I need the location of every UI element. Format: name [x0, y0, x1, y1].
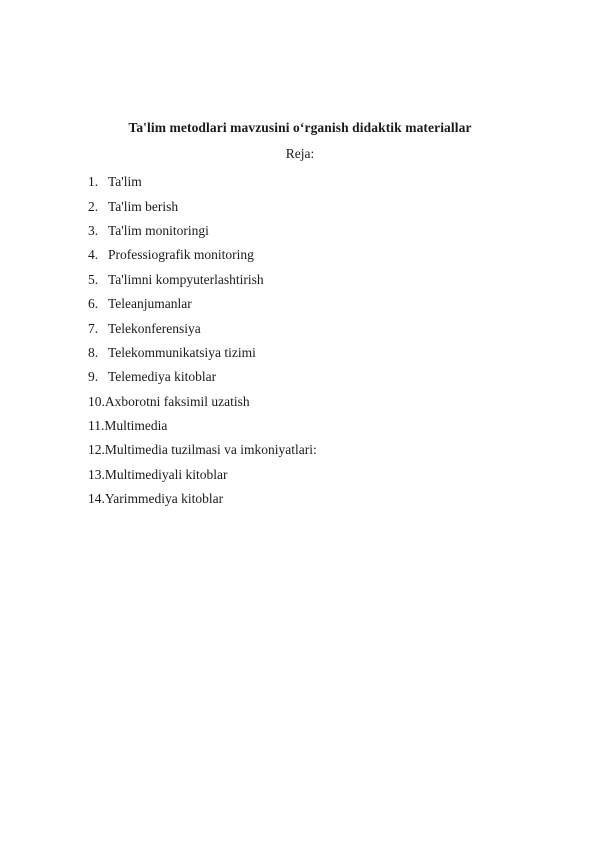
- list-item: [88, 268, 317, 292]
- list-item-number: 2.: [88, 198, 99, 214]
- list-item: [88, 438, 317, 462]
- list-item: [88, 463, 317, 487]
- document-title: Ta'lim metodlari mavzusini o‘rganish didaktik materiallar: [128, 120, 472, 135]
- list-item: [88, 243, 317, 267]
- list-item-number: 12.: [88, 442, 105, 458]
- list-item-text: Professiografik monitoring: [108, 247, 254, 263]
- list-item-text: Multimediyali kitoblar: [104, 466, 228, 482]
- list-item-number: 5.: [88, 271, 99, 287]
- list-item-text: Multimedia: [104, 418, 168, 434]
- list-item-number: 9.: [88, 369, 99, 385]
- plan-list: [88, 170, 317, 511]
- list-item-number: 14.: [88, 491, 105, 507]
- list-item-number: 3.: [88, 222, 99, 238]
- list-item: [88, 414, 317, 438]
- list-item-number: 6.: [88, 296, 99, 312]
- list-item-text: Telekonferensiya: [108, 320, 201, 336]
- list-item-text: Axborotni faksimil uzatish: [104, 393, 250, 409]
- plan-heading: Reja:: [285, 146, 315, 161]
- list-item-number: 7.: [88, 320, 99, 336]
- list-item-number: 13.: [88, 466, 105, 482]
- list-item: [88, 487, 317, 511]
- list-item: [88, 341, 317, 365]
- list-item-text: Teleanjumanlar: [108, 296, 192, 312]
- list-item: [88, 219, 317, 243]
- list-item-text: Telekommunikatsiya tizimi: [108, 344, 256, 360]
- list-item-text: Yarimmediya kitoblar: [104, 491, 224, 507]
- list-item: [88, 316, 317, 340]
- list-item-number: 4.: [88, 247, 99, 263]
- list-item: [88, 292, 317, 316]
- list-item-text: Ta'lim: [108, 174, 142, 190]
- list-item-text: Ta'limni kompyuterlashtirish: [108, 271, 264, 287]
- list-item: [88, 365, 317, 389]
- list-item-text: Multimedia tuzilmasi va imkoniyatlari:: [104, 442, 317, 458]
- list-item-number: 1.: [88, 174, 99, 190]
- list-item-text: Ta'lim monitoringi: [108, 222, 209, 238]
- list-item-number: 11.: [88, 418, 105, 434]
- list-item-number: 8.: [88, 344, 99, 360]
- list-item-text: Ta'lim berish: [108, 198, 179, 214]
- list-item: [88, 194, 317, 218]
- list-item-number: 10.: [88, 393, 105, 409]
- list-item: [88, 390, 317, 414]
- list-item-text: Telemediya kitoblar: [108, 369, 217, 385]
- list-item: [88, 170, 317, 194]
